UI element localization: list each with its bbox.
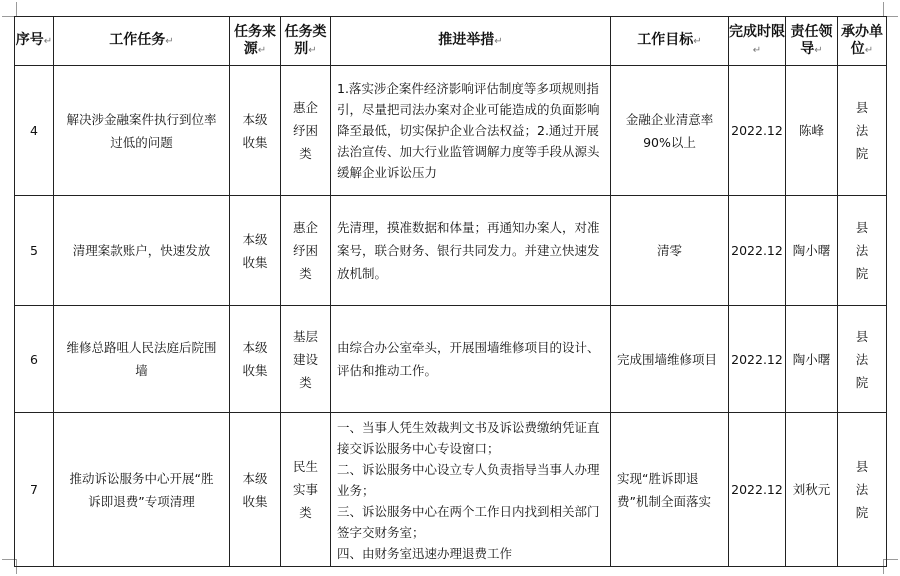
cell-goal: 清零 bbox=[611, 196, 729, 306]
cell-measures: 由综合办公室牵头，开展围墙维修项目的设计、评估和推动工作。 bbox=[331, 306, 611, 413]
cell-task: 推动诉讼服务中心开展“胜诉即退费”专项清理 bbox=[54, 413, 230, 567]
cell-leader: 刘秋元 bbox=[786, 413, 838, 567]
cell-task: 清理案款账户，快速发放 bbox=[54, 196, 230, 306]
header-task: 工作任务↵ bbox=[54, 17, 230, 66]
measure-line: 一、当事人凭生效裁判文书及诉讼费缴纳凭证直接交诉讼服务中心专设窗口； bbox=[337, 420, 600, 456]
cell-leader: 陈峰 bbox=[786, 66, 838, 196]
measure-line: 三、诉讼服务中心在两个工作日内找到相关部门签字交财务室； bbox=[337, 504, 600, 540]
table-row bbox=[15, 306, 887, 413]
header-source: 任务来源↵ bbox=[230, 17, 281, 66]
cell-category: 惠企纾困类 bbox=[281, 196, 331, 306]
cell-goal: 金融企业清意率90%以上 bbox=[611, 66, 729, 196]
cell-goal: 完成围墙维修项目 bbox=[611, 306, 729, 413]
cell-leader: 陶小曙 bbox=[786, 196, 838, 306]
header-measures: 推进举措↵ bbox=[331, 17, 611, 66]
cell-deadline: 2022.12 bbox=[729, 196, 786, 306]
cell-unit: 县法院 bbox=[838, 306, 887, 413]
cell-source: 本级收集 bbox=[230, 66, 281, 196]
cell-task: 解决涉金融案件执行到位率过低的问题 bbox=[54, 66, 230, 196]
cell-seq: 4 bbox=[15, 66, 54, 196]
measure-line: 二、诉讼服务中心设立专人负责指导当事人办理业务； bbox=[337, 462, 600, 498]
table-header-row bbox=[15, 17, 887, 66]
header-deadline: 完成时限↵ bbox=[729, 17, 786, 66]
header-category: 任务类别↵ bbox=[281, 17, 331, 66]
cell-source: 本级收集 bbox=[230, 413, 281, 567]
crop-mark bbox=[2, 2, 17, 17]
cell-category: 民生实事类 bbox=[281, 413, 331, 567]
cell-category: 惠企纾困类 bbox=[281, 66, 331, 196]
header-unit: 承办单位↵ bbox=[838, 17, 887, 66]
cell-unit: 县法院 bbox=[838, 66, 887, 196]
cell-task: 维修总路咀人民法庭后院围墙 bbox=[54, 306, 230, 413]
cell-source: 本级收集 bbox=[230, 196, 281, 306]
cell-goal: 实现“胜诉即退费”机制全面落实 bbox=[611, 413, 729, 567]
cell-seq: 7 bbox=[15, 413, 54, 567]
cell-deadline: 2022.12 bbox=[729, 66, 786, 196]
cell-leader: 陶小曙 bbox=[786, 306, 838, 413]
cell-unit: 县法院 bbox=[838, 196, 887, 306]
header-goal: 工作目标↵ bbox=[611, 17, 729, 66]
cell-seq: 5 bbox=[15, 196, 54, 306]
cell-measures bbox=[331, 413, 611, 567]
cell-source: 本级收集 bbox=[230, 306, 281, 413]
table-row bbox=[15, 66, 887, 196]
table-row bbox=[15, 196, 887, 306]
cell-measures: 先清理，摸准数据和体量；再通知办案人，对准案号，联合财务、银行共同发力。并建立快速发放机制。 bbox=[331, 196, 611, 306]
task-table bbox=[14, 16, 887, 567]
table-row bbox=[15, 413, 887, 567]
measure-line: 四、由财务室迅速办理退费工作 bbox=[337, 546, 513, 561]
header-seq: 序号↵ bbox=[15, 17, 54, 66]
cell-deadline: 2022.12 bbox=[729, 306, 786, 413]
cell-seq: 6 bbox=[15, 306, 54, 413]
cell-unit: 县法院 bbox=[838, 413, 887, 567]
crop-mark bbox=[883, 2, 898, 17]
cell-deadline: 2022.12 bbox=[729, 413, 786, 567]
cell-category: 基层建设类 bbox=[281, 306, 331, 413]
cell-measures: 1.落实涉企案件经济影响评估制度等多项规则指引，尽量把司法办案对企业可能造成的负面影响降至最低，切实保护企业合法权益；2.通过开展法治宣传、加大行业监管调解力度等手段从源头缓解企业诉讼压力 bbox=[331, 66, 611, 196]
header-leader: 责任领导↵ bbox=[786, 17, 838, 66]
